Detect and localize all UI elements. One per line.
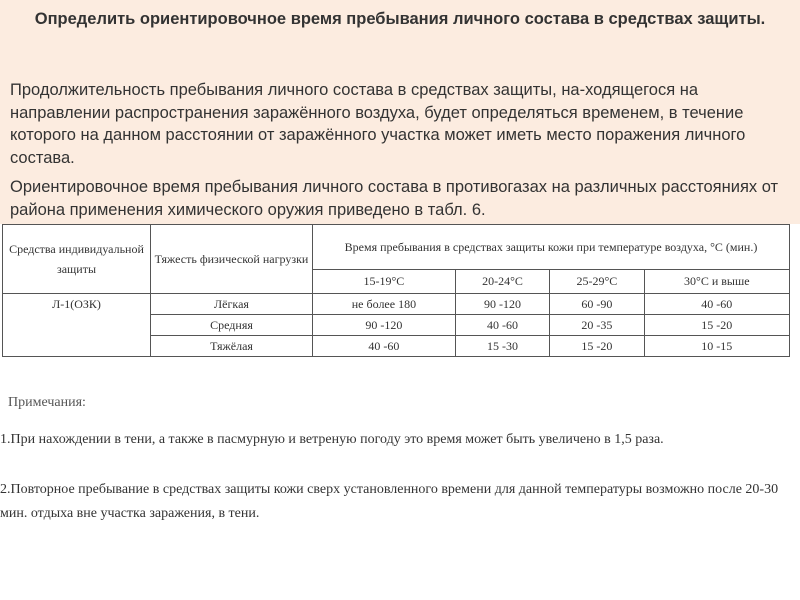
value-cell: 40 -60 [644,294,789,315]
note-item [0,478,790,526]
text-panel [0,0,800,224]
value-cell: не более 180 [313,294,456,315]
header-temp-30-plus: 30°С и выше [644,270,789,294]
value-cell: 10 -15 [644,336,789,357]
note-text: При нахождении в тени, а также в пасмурную и ветреную погоду это время может быть увеличено в 1,5 раза. [10,432,664,447]
note-item [0,428,790,452]
equipment-cell: Л-1(ОЗК) [3,294,151,357]
note-number: 2. [0,482,11,497]
value-cell: 90 -120 [455,294,549,315]
note-number: 1. [0,432,11,447]
header-equipment: Средства индивидуальной защиты [3,225,151,294]
note-text: Повторное пребывание в средствах защиты кожи сверх установленного времени для данной температуры возможно после 20-30 мин. отдыха вне участка заражения, в тени. [0,482,779,521]
paragraph-duration: Продолжительность пребывания личного состава в средствах защиты, на-ходящегося на направлении распространения заражённого воздуха, будет определяться временем, в течение которого на данном расстоянии от заражённого участка может иметь место поражения личного состава. [10,81,746,167]
value-cell: 20 -35 [550,315,644,336]
value-cell: 90 -120 [313,315,456,336]
page-title: Определить ориентировочное время пребывания личного состава в средствах защиты. [34,10,766,28]
load-cell: Средняя [151,315,313,336]
load-cell: Лёгкая [151,294,313,315]
value-cell: 40 -60 [313,336,456,357]
paragraph-reference: Ориентировочное время пребывания личного состава в противогазах на различных расстояниях от района применения химического оружия приведено в табл. 6. [10,178,779,219]
value-cell: 60 -90 [550,294,644,315]
header-temp-15-19: 15-19°С [313,270,456,294]
value-cell: 15 -30 [455,336,549,357]
value-cell: 40 -60 [455,315,549,336]
protection-time-table [2,224,790,357]
header-temp-25-29: 25-29°С [550,270,644,294]
header-time-group: Время пребывания в средствах защиты кожи при температуре воздуха, °С (мин.) [313,225,790,270]
value-cell: 15 -20 [644,315,789,336]
header-temp-20-24: 20-24°С [455,270,549,294]
header-load: Тяжесть физической нагрузки [151,225,313,294]
load-cell: Тяжёлая [151,336,313,357]
table-row [3,294,790,315]
notes-title: Примечания: [8,395,86,410]
value-cell: 15 -20 [550,336,644,357]
